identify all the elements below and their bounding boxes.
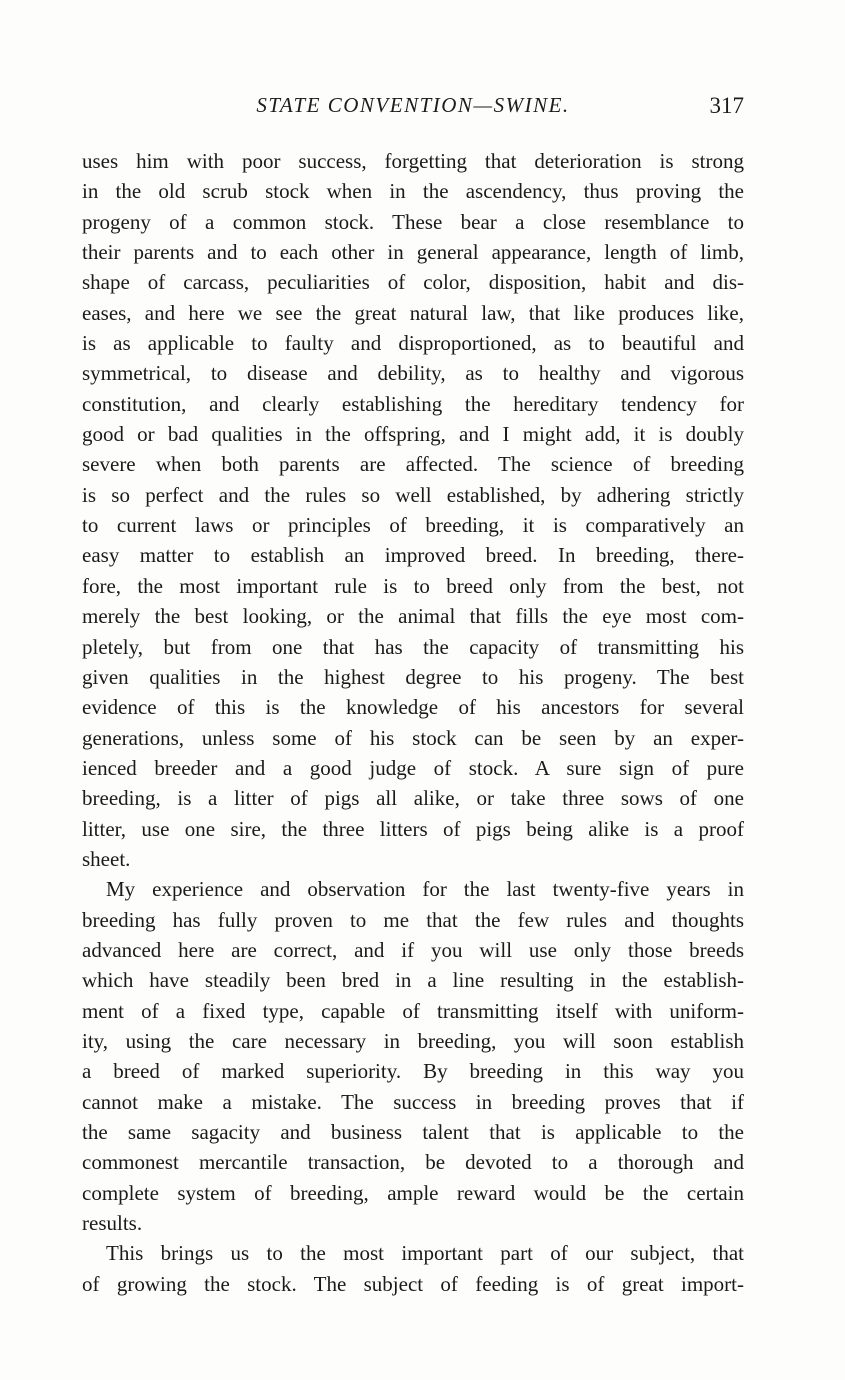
text-line: My experience and observation for the last twenty-five years in [106, 877, 744, 902]
text-line: is as applicable to faulty and disproportioned, as to beautiful and [82, 331, 744, 356]
body-text [82, 146, 744, 1299]
paragraph-2 [82, 874, 744, 1238]
text-line: good or bad qualities in the offspring, and I might add, it is doubly [82, 422, 744, 447]
text-line: advanced here are correct, and if you will use only those breeds [82, 937, 744, 962]
text-line: a breed of marked superiority. By breeding in this way you [82, 1059, 744, 1084]
text-line: their parents and to each other in general appearance, length of limb, [82, 240, 744, 265]
text-line: is so perfect and the rules so well established, by adhering strictly [82, 482, 744, 507]
text-line: ity, using the care necessary in breeding, you will soon establish [82, 1028, 744, 1053]
text-line: fore, the most important rule is to breed only from the best, not [82, 573, 744, 598]
paragraph-3 [82, 1238, 744, 1299]
text-line: which have steadily been bred in a line resulting in the establish- [82, 968, 744, 993]
text-line: This brings us to the most important part of our subject, that [106, 1241, 744, 1266]
text-line: uses him with poor success, forgetting that deterioration is strong [82, 149, 744, 173]
text-line: ienced breeder and a good judge of stock. A sure sign of pure [82, 755, 744, 780]
paragraph-1 [82, 146, 744, 874]
text-line: progeny of a common stock. These bear a close resemblance to [82, 209, 744, 234]
text-line: sheet. [82, 846, 131, 871]
text-line: breeding, is a litter of pigs all alike, or take three sows of one [82, 786, 744, 811]
text-line: in the old scrub stock when in the ascendency, thus proving the [82, 179, 744, 204]
text-line: symmetrical, to disease and debility, as to healthy and vigorous [82, 361, 744, 386]
text-line: pletely, but from one that has the capacity of transmitting his [82, 634, 744, 659]
text-line: ment of a fixed type, capable of transmitting itself with uniform- [82, 998, 744, 1023]
text-line: given qualities in the highest degree to his progeny. The best [82, 664, 744, 689]
page-number: 317 [709, 93, 744, 118]
text-line: generations, unless some of his stock can be seen by an exper- [82, 725, 744, 750]
text-line: evidence of this is the knowledge of his ancestors for several [82, 695, 744, 720]
text-line: easy matter to establish an improved breed. In breeding, there- [82, 543, 744, 568]
text-line: commonest mercantile transaction, be devoted to a thorough and [82, 1150, 744, 1175]
text-line: severe when both parents are affected. The science of breeding [82, 452, 744, 477]
text-line: litter, use one sire, the three litters of pigs being alike is a proof [82, 816, 744, 841]
text-line: of growing the stock. The subject of feeding is of great import- [82, 1271, 744, 1296]
text-line: merely the best looking, or the animal that fills the eye most com- [82, 604, 744, 629]
text-line: complete system of breeding, ample reward would be the certain [82, 1180, 744, 1205]
text-line: results. [82, 1211, 143, 1236]
running-title: STATE CONVENTION—SWINE. [256, 93, 570, 117]
text-line: the same sagacity and business talent that is applicable to the [82, 1120, 744, 1144]
text-line: eases, and here we see the great natural law, that like produces like, [82, 300, 744, 325]
text-line: constitution, and clearly establishing the hereditary tendency for [82, 391, 744, 416]
running-head [82, 93, 744, 127]
text-line: cannot make a mistake. The success in breeding proves that if [82, 1089, 744, 1114]
text-line: breeding has fully proven to me that the few rules and thoughts [82, 907, 744, 932]
text-line: to current laws or principles of breeding, it is comparatively an [82, 513, 744, 538]
text-line: shape of carcass, peculiarities of color, disposition, habit and dis- [82, 270, 744, 295]
